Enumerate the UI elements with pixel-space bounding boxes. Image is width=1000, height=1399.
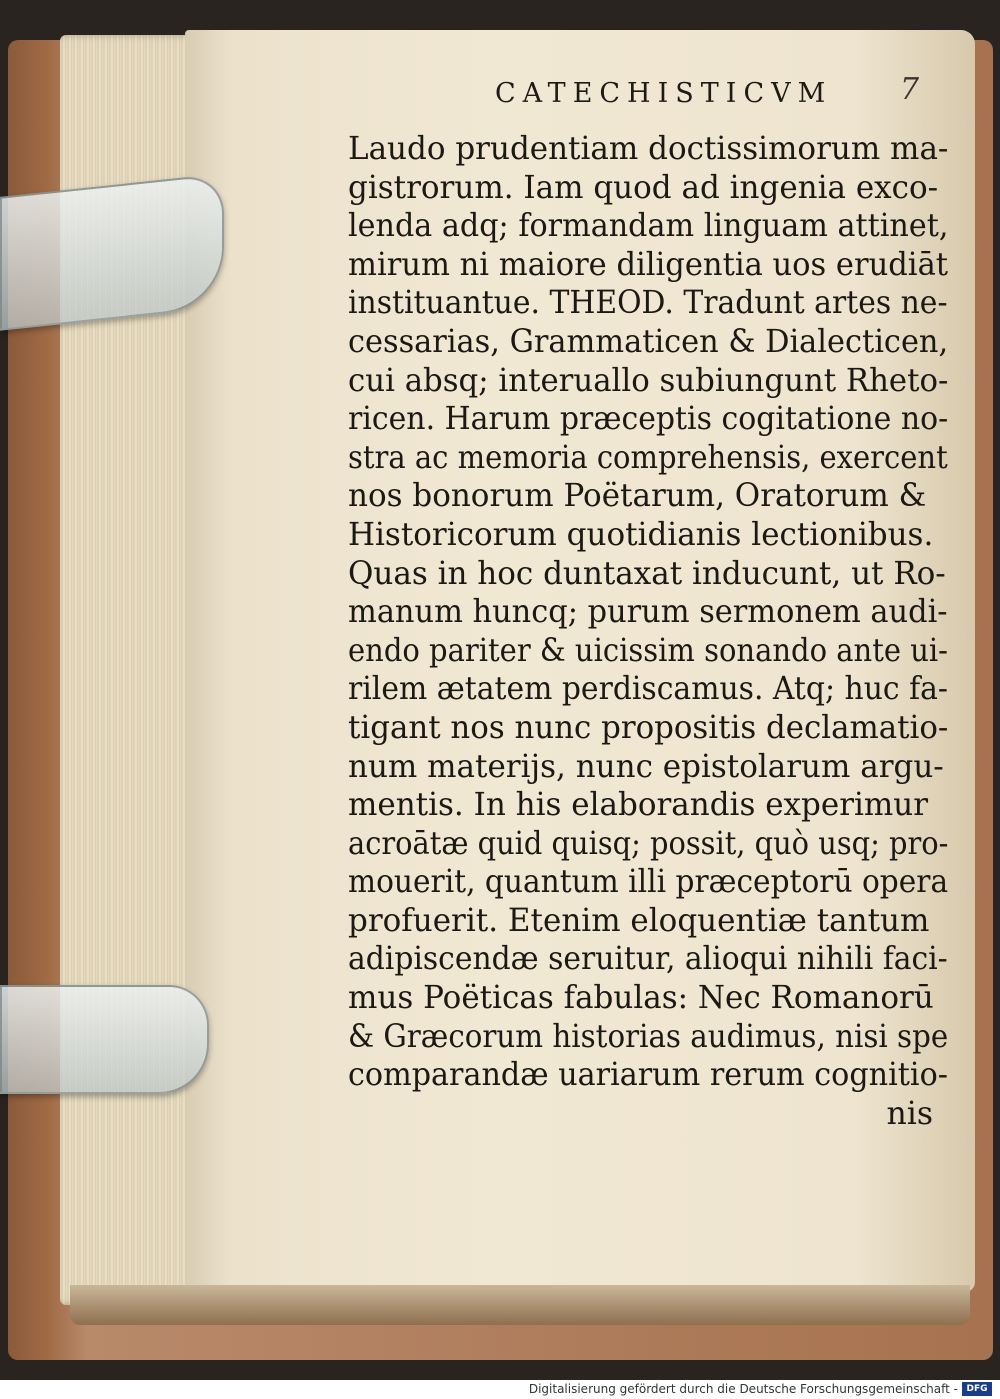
page-text bbox=[348, 130, 958, 1133]
book-bottom-edge bbox=[70, 1285, 970, 1325]
text-line: Historicorum quotidianis lectionibus. bbox=[348, 516, 934, 553]
footer-credit: Digitalisierung gefördert durch die Deutsche Forschungsgemeinschaft - bbox=[528, 1382, 958, 1396]
text-line: profuerit. Etenim eloquentiæ tantum bbox=[348, 902, 930, 939]
text-line: tigant nos nunc propositis declamatio- bbox=[348, 709, 949, 746]
text-line: adipiscendæ seruitur, alioqui nihili faci- bbox=[348, 941, 948, 978]
text-line: comparandæ uariarum rerum cognitio- bbox=[348, 1057, 948, 1094]
text-line: mentis. In his elaborandis experimur bbox=[348, 787, 929, 824]
text-line: manum huncq; purum sermonem audi- bbox=[348, 594, 948, 631]
text-line: rilem ætatem perdiscamus. Atq; huc fa- bbox=[348, 671, 948, 708]
text-line: mouerit, quantum illi præceptorū opera bbox=[348, 864, 949, 901]
catchword: nis bbox=[886, 1095, 933, 1132]
text-line: num materijs, nunc epistolarum argu- bbox=[348, 748, 944, 785]
running-header: CATECHISTICVM bbox=[495, 78, 833, 109]
page-holder-clip-bottom bbox=[0, 985, 209, 1094]
footer bbox=[0, 1380, 1000, 1399]
text-line: stra ac memoria comprehensis, exercent bbox=[348, 439, 948, 476]
text-line: ricen. Harum præceptis cogitatione no- bbox=[348, 401, 949, 438]
text-line: lenda adq; formandam linguam attinet, bbox=[348, 208, 949, 245]
text-line: cessarias, Grammaticen & Dialecticen, bbox=[348, 323, 949, 360]
text-line: mus Poëticas fabulas: Nec Romanorū bbox=[348, 980, 934, 1017]
folio-number: 7 bbox=[900, 72, 920, 107]
text-line: nos bonorum Poëtarum, Oratorum & bbox=[348, 478, 927, 515]
dfg-logo: DFG bbox=[962, 1382, 992, 1396]
text-line: mirum ni maiore diligentia uos erudiāt bbox=[348, 246, 949, 283]
text-line: cui absq; interuallo subiungunt Rheto- bbox=[348, 362, 949, 399]
text-line: gistrorum. Iam quod ad ingenia exco- bbox=[348, 169, 939, 206]
text-line: Quas in hoc duntaxat inducunt, ut Ro- bbox=[348, 555, 946, 592]
text-line: & Græcorum historias audimus, nisi spe bbox=[348, 1018, 949, 1055]
text-line: acroātæ quid quisq; possit, quò usq; pro- bbox=[348, 825, 949, 862]
text-line: Laudo prudentiam doctissimorum ma- bbox=[348, 131, 949, 167]
text-line: instituantue. THEOD. Tradunt artes ne- bbox=[348, 285, 948, 322]
text-line: endo pariter & uicissim sonando ante ui- bbox=[348, 632, 948, 669]
